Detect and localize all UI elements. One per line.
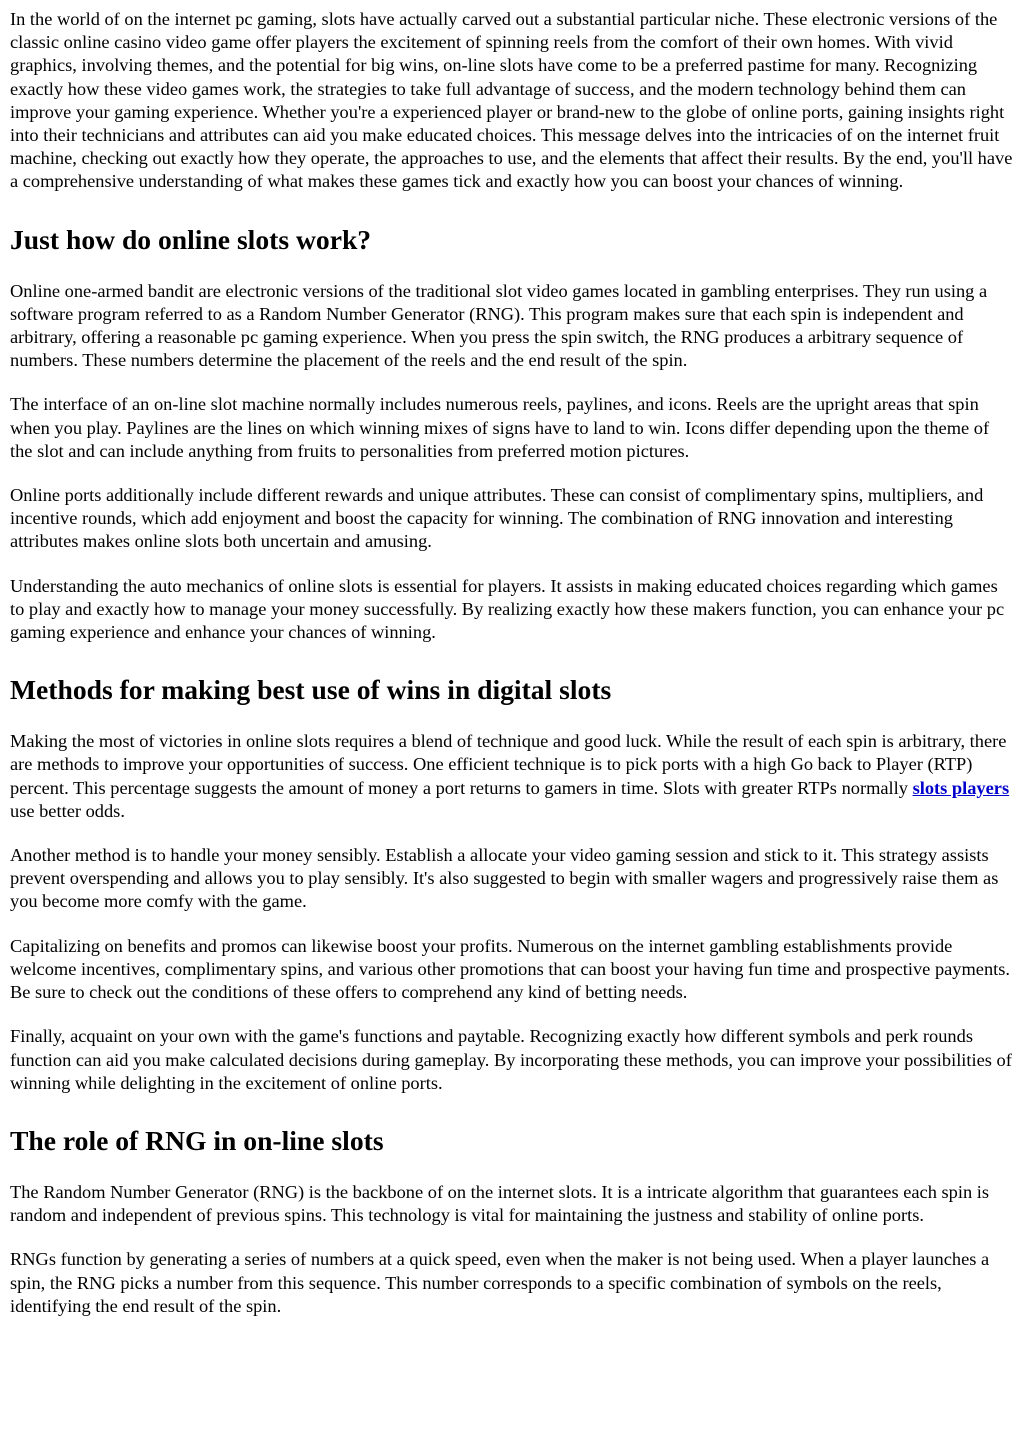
paragraph: Another method is to handle your money sensibly. Establish a allocate your video gaming session and stick to it. This strategy assists prevent overspending and allows you to play sensibly. It's also suggested to begin with smaller wagers and progressively raise them as you become more comfy with the game. — [10, 845, 999, 912]
section-heading-how-slots-work: Just how do online slots work? — [10, 223, 372, 255]
paragraph: Finally, acquaint on your own with the game's functions and paytable. Recognizing exactly how different symbols and perk rounds function can aid you make calculated decisions during gameplay. By incorporating these methods, you can improve your possibilities of winning while delighting in the excitement of online ports. — [10, 1026, 1012, 1093]
paragraph: Capitalizing on benefits and promos can likewise boost your profits. Numerous on the internet gambling establishments provide welcome incentives, complimentary spins, and various other promotions that can boost your having fun time and prospective payments. Be sure to check out the conditions of these offers to comprehend any kind of betting needs. — [10, 935, 1011, 1003]
slots-players-link[interactable]: slots players — [912, 777, 1010, 798]
paragraph-text-after-link: use better odds. — [10, 800, 125, 821]
paragraph: Online one-armed bandit are electronic versions of the traditional slot video games located in gambling enterprises. They run using a software program referred to as a Random Number Generator (RNG). This program makes sure that each spin is independent and arbitrary, offering a reasonable pc gaming experience. When you press the spin switch, the RNG produces a arbitrary sequence of numbers. These numbers determine the placement of the reels and the end result of the spin. — [10, 280, 988, 371]
paragraph: Online ports additionally include different rewards and unique attributes. These can consist of complimentary spins, multipliers, and incentive rounds, which add enjoyment and boost the capacity for winning. The combination of RNG innovation and interesting attributes makes online slots both uncertain and amusing. — [10, 485, 984, 552]
section-heading-rng-role: The role of RNG in on-line slots — [10, 1124, 384, 1156]
paragraph: The interface of an on-line slot machine normally includes numerous reels, paylines, and icons. Reels are the upright areas that spin when you play. Paylines are the lines on which winning mixes of signs have to land to win. Icons differ depending upon the theme of the slot and can include anything from fruits to personalities from preferred motion pictures. — [10, 394, 990, 461]
paragraph: RNGs function by generating a series of numbers at a quick speed, even when the maker is not being used. When a player launches a spin, the RNG picks a number from this sequence. This number corresponds to a specific combination of symbols on the reels, identifying the end result of the spin. — [10, 1249, 990, 1316]
section-heading-methods: Methods for making best use of wins in digital slots — [10, 674, 612, 706]
intro-paragraph: In the world of on the internet pc gaming, slots have actually carved out a substantial particular niche. These electronic versions of the classic online casino video game offer players the excitement of spinning reels from the comfort of their own homes. With vivid graphics, involving themes, and the potential for big wins, on-line slots have come to be a preferred pastime for many. Recognizing exactly how these video games work, the strategies to take full advantage of success, and the modern technology behind them can improve your gaming experience. Whether you're a experienced player or brand-new to the globe of online ports, gaining insights right into their technicians and attributes can aid you make educated choices. This message delves into the intricacies of on the internet fruit machine, checking out exactly how they operate, the approaches to use, and the elements that affect their results. By the end, you'll have a comprehensive understanding of what makes these games tick and exactly how you can boost your chances of winning. — [10, 9, 1013, 192]
paragraph-text-before-link: Making the most of victories in online slots requires a blend of technique and good luck. While the result of each spin is arbitrary, there are methods to improve your opportunities of success. One efficient technique is to pick ports with a high Go back to Player (RTP) percent. This percentage suggests the amount of money a port returns to gamers in time. Slots with greater RTPs normally — [10, 731, 1007, 798]
paragraph: The Random Number Generator (RNG) is the backbone of on the internet slots. It is a intricate algorithm that guarantees each spin is random and independent of previous spins. This technology is vital for maintaining the justness and stability of online ports. — [10, 1181, 990, 1226]
paragraph: Understanding the auto mechanics of online slots is essential for players. It assists in making educated choices regarding which games to play and exactly how to manage your money successfully. By realizing exactly how these makers function, you can enhance your pc gaming experience and enhance your chances of winning. — [10, 575, 1005, 643]
paragraph-with-link — [10, 730, 1014, 823]
